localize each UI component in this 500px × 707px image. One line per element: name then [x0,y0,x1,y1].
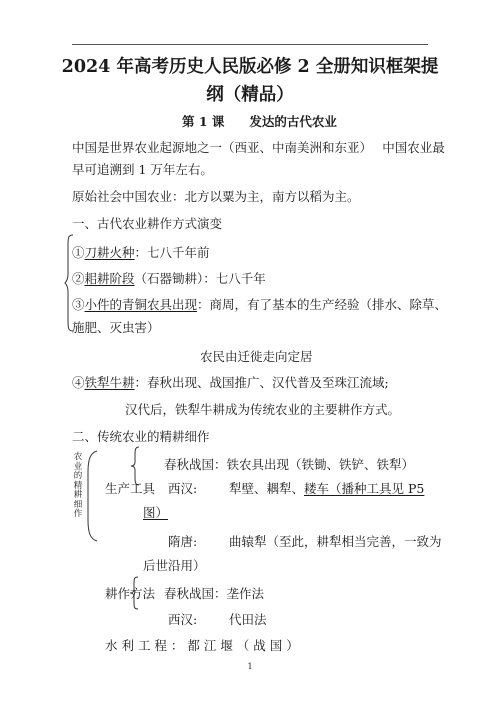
doc-title-line2: 纲（精品） [206,85,294,105]
page-number: 1 [247,662,253,671]
list-item-hoe-stage: ②耜耕阶段（石器锄耕）：七八千年 [72,271,266,286]
list-item-bronze-tools-cont: 施肥、灭虫害） [72,320,160,335]
water-conservancy: 水 利 工 程 ： 都 江 堰 （ 战 国 ） [105,638,299,653]
section-heading-1: 一、古代农业耕作方式演变 [72,216,223,231]
farming-label: 耕作方法 [105,586,156,601]
list-item-iron-plough-cont: 汉代后，铁犁牛耕成为传统农业的主要耕作方式。 [125,402,401,417]
list-item-iron-plough: ④铁犁牛耕：春秋出现、战国推广、汉代普及至珠江流域; [72,375,389,390]
outer-bracket-icon [86,450,98,542]
farming-row-western-han-era: 西汉: [168,612,198,627]
paragraph-origin-line1: 中国是世界农业起源地之一（西亚、中南美洲和东亚） 中国农业最 [72,140,445,155]
farming-row-spring-autumn: 春秋战国：垄作法 [164,586,265,601]
list-item-bronze-tools: ③小件的青铜农具出现：商周，有了基本的生产经验（排水、除草、 [72,297,448,312]
vertical-label: 农业的精耕细作 [73,452,83,519]
tools-row-sui-tang-era: 隋唐: [168,534,198,549]
tools-row-spring-autumn: 春秋战国：铁农具出现（铁锄、铁铲、铁犁） [164,457,415,472]
tools-row-western-han: 犁壁、耦犁、耧车（播种工具见 P5 [229,481,425,496]
doc-title-line1: 2024 年高考历史人民版必修 2 全册知识框架提 [61,57,439,77]
paragraph-primitive: 原始社会中国农业：北方以粟为主，南方以稻为主。 [72,189,360,204]
list-item-slash-and-burn: ①刀耕火种：七八千年前 [72,245,210,260]
tools-label: 生产工具 [105,481,156,496]
farming-row-western-han: 代田法 [229,612,267,627]
tools-row-sui-tang-cont: 后世沿用） [143,558,206,573]
lesson-title: 第 1 课 发达的古代农业 [182,114,337,129]
centered-note: 农民由迁徙走向定居 [200,349,313,364]
header-rule [72,44,428,45]
tools-row-western-han-era: 西汉: [168,481,198,496]
tools-row-western-han-cont: 图） [143,505,169,520]
section-heading-2: 二、传统农业的精耕细作 [72,429,210,444]
tools-row-sui-tang: 曲辕犁（至此，耕犁相当完善，一致为 [229,534,442,549]
paragraph-origin-line2: 早可追溯到 1 万年左右。 [72,162,213,177]
